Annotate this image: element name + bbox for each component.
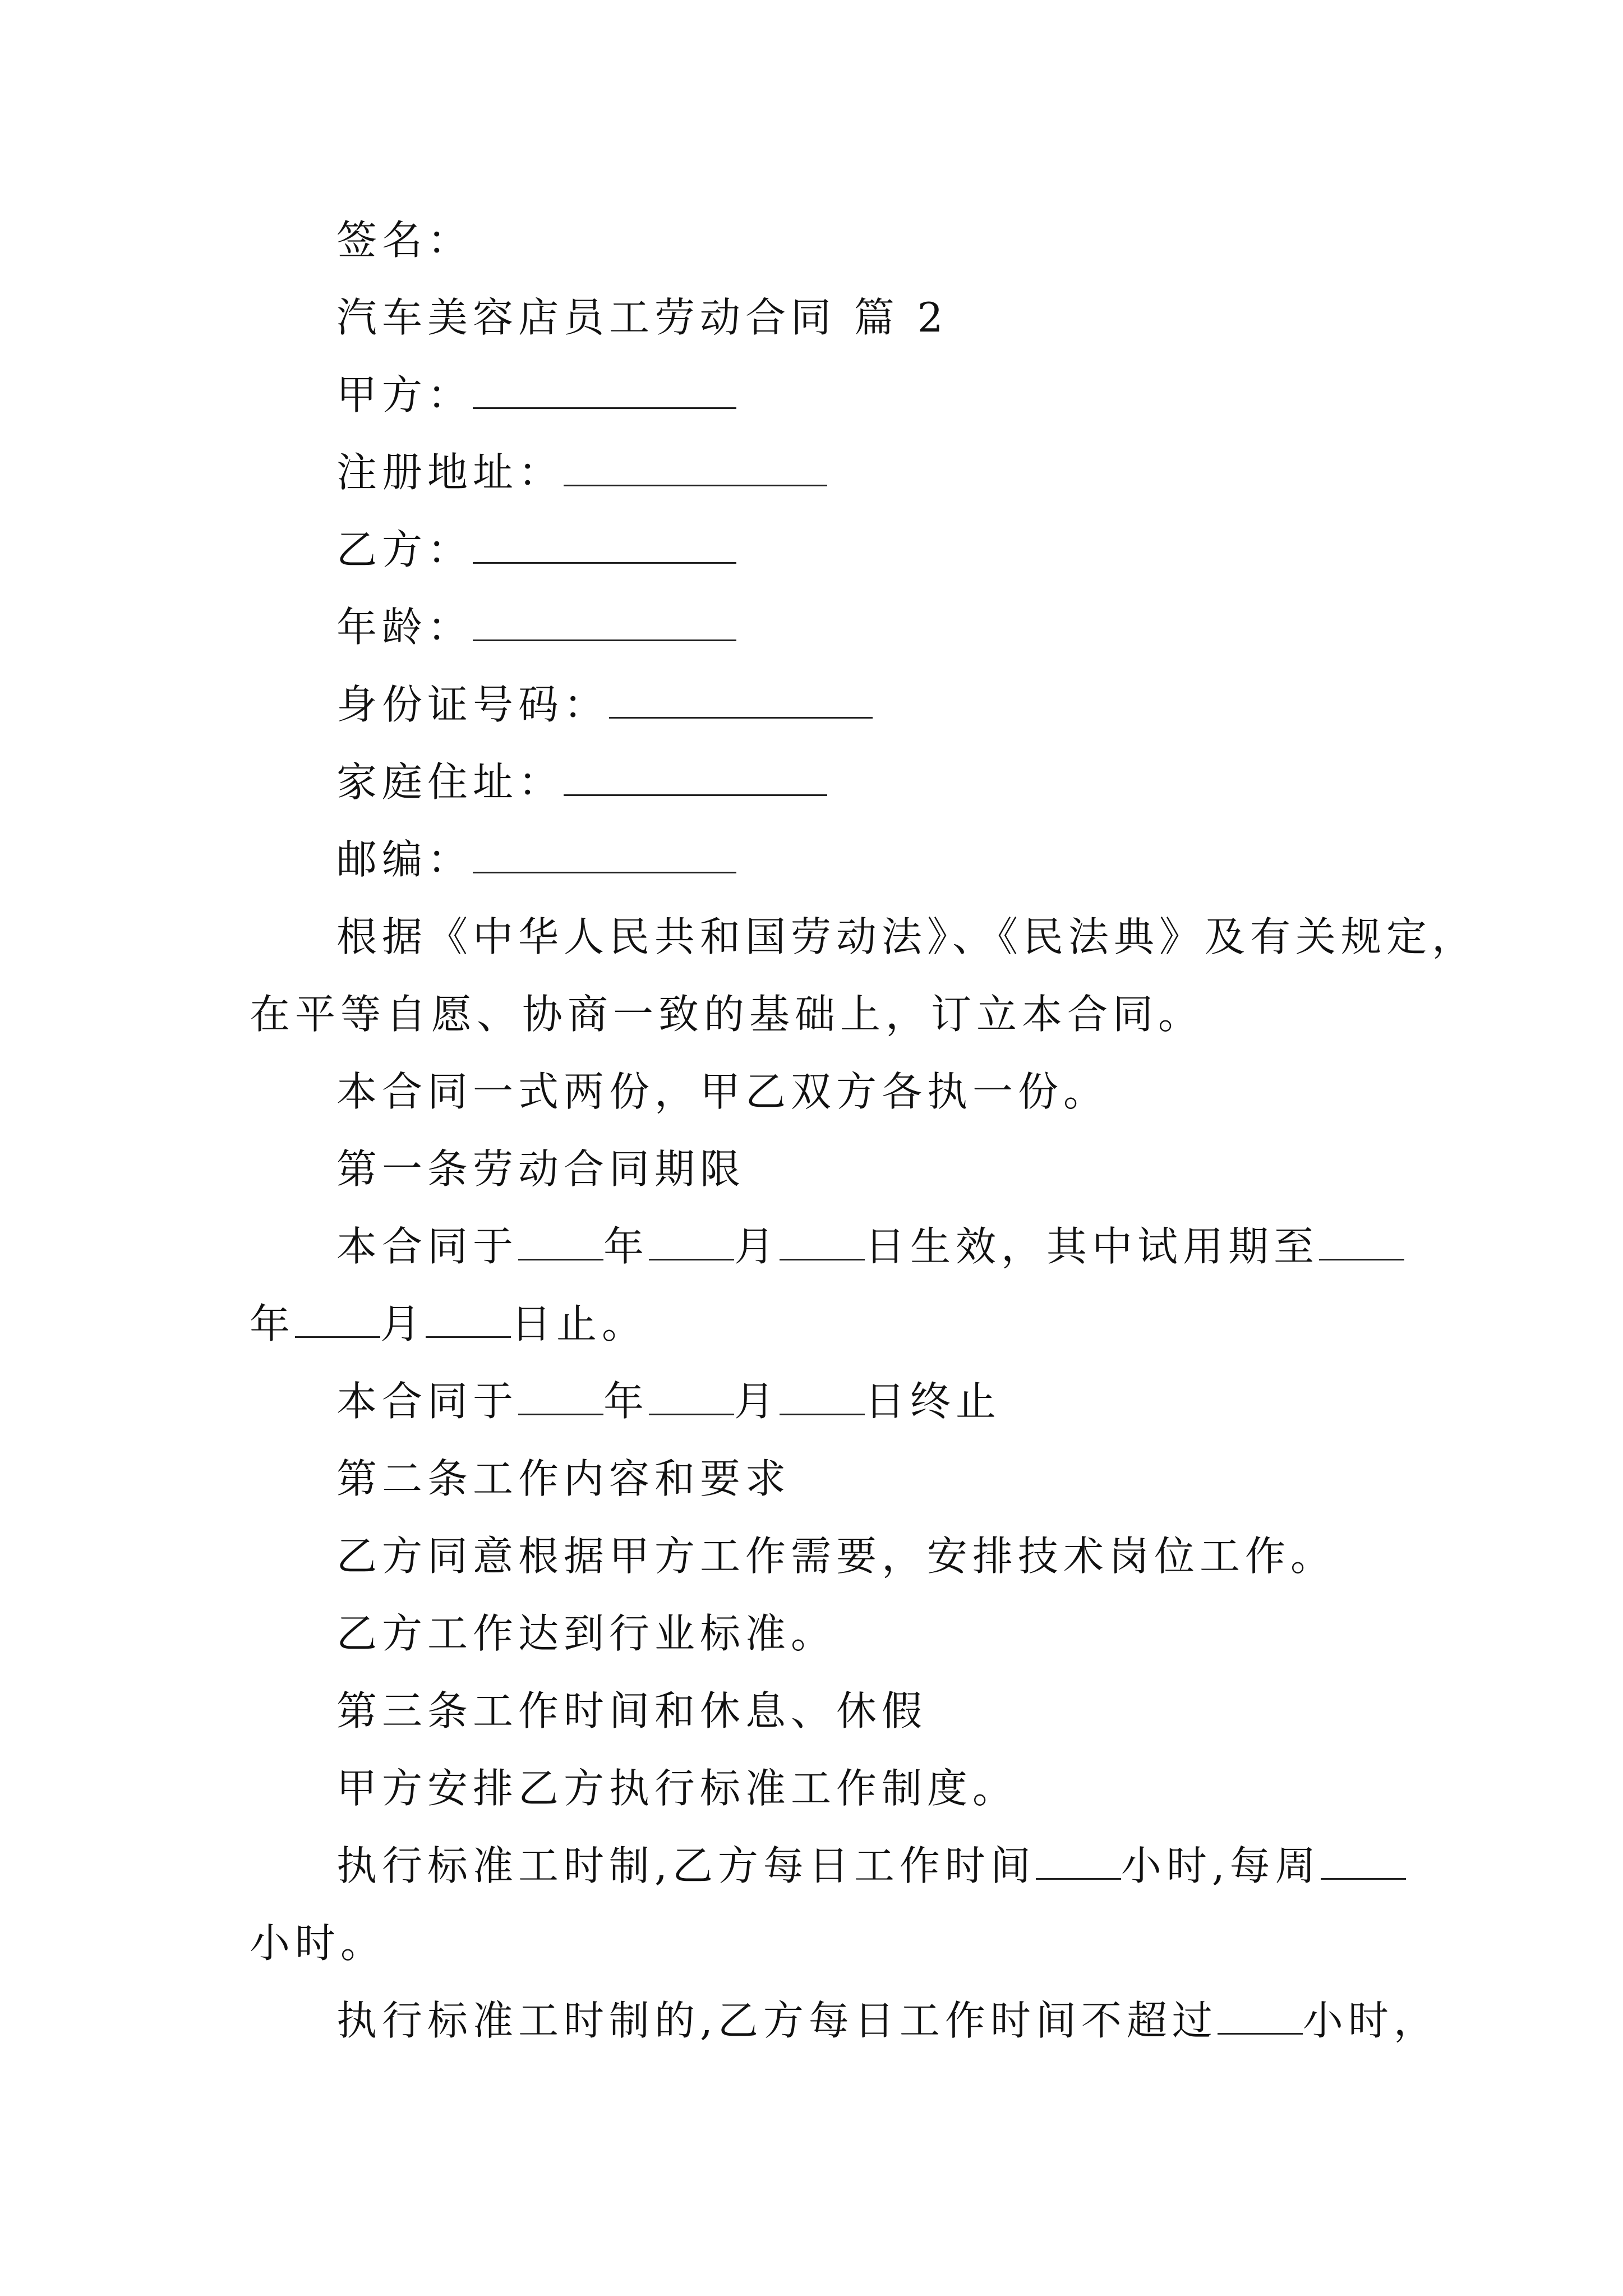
field-age <box>336 600 736 654</box>
blank-line <box>1319 1224 1404 1260</box>
article-2-paragraph-1: 乙方同意根据甲方工作需要，安排技术岗位工作。 <box>336 1533 1336 1580</box>
blank-line <box>426 1301 511 1338</box>
paragraph-copies: 本合同一式两份，甲乙双方各执一份。 <box>336 1068 1109 1115</box>
blank-line <box>518 1224 603 1260</box>
article-1-title: 第一条劳动合同期限 <box>336 1145 746 1193</box>
text: 小时， <box>1302 1997 1439 2044</box>
text: 本合同于 <box>336 1378 519 1425</box>
field-id-number <box>336 678 873 731</box>
text: 执行标准工时制,乙方每日工作时间 <box>336 1842 1036 1889</box>
blank-line <box>1218 1998 1303 2035</box>
field-label: 家庭住址： <box>336 758 564 806</box>
working-hours-line2: 小时。 <box>250 1920 386 1967</box>
text: 日止。 <box>511 1300 648 1347</box>
text: 日生效，其中试用期至 <box>865 1223 1320 1270</box>
working-hours-line1 <box>336 1839 1406 1893</box>
text: 月 <box>734 1223 780 1270</box>
effective-date-line1 <box>336 1220 1404 1273</box>
article-3-paragraph-1: 甲方安排乙方执行标准工作制度。 <box>336 1765 1018 1812</box>
max-hours-line <box>336 1994 1439 2047</box>
field-label: 年龄： <box>336 604 473 651</box>
article-2-title: 第二条工作内容和要求 <box>336 1455 791 1502</box>
blank-line <box>609 682 873 719</box>
text: 本合同于 <box>336 1223 519 1270</box>
blank-line <box>564 450 827 486</box>
blank-line <box>1036 1843 1121 1880</box>
blank-line <box>473 527 736 564</box>
blank-line <box>780 1224 865 1260</box>
field-label: 甲方： <box>336 371 473 418</box>
blank-line <box>295 1301 380 1338</box>
field-postcode <box>336 832 736 886</box>
contract-title: 汽车美容店员工劳动合同 篇 2 <box>336 294 948 341</box>
field-label: 邮编： <box>336 836 473 883</box>
field-label: 乙方： <box>336 526 473 573</box>
paragraph-basis-line2: 在平等自愿、协商一致的基础上，订立本合同。 <box>250 991 1204 1038</box>
termination-date <box>336 1374 1001 1428</box>
article-3-title: 第三条工作时间和休息、休假 <box>336 1687 928 1734</box>
paragraph-basis-line1: 根据《中华人民共和国劳动法》、《民法典》及有关规定， <box>336 913 1478 960</box>
field-home-address <box>336 755 827 809</box>
text: 年 <box>603 1378 649 1425</box>
text: 执行标准工时制的,乙方每日工作时间不超过 <box>336 1997 1218 2044</box>
field-party-b <box>336 523 736 577</box>
text: 年 <box>250 1300 296 1347</box>
blank-line <box>473 372 736 409</box>
field-label: 注册地址： <box>336 449 564 496</box>
text: 月 <box>734 1378 780 1425</box>
blank-line <box>518 1379 603 1415</box>
blank-line <box>473 605 736 641</box>
field-party-a <box>336 368 736 422</box>
effective-date-line2 <box>250 1297 647 1351</box>
field-label: 身份证号码： <box>336 681 610 728</box>
text: 月 <box>380 1300 426 1347</box>
blank-line <box>473 837 736 873</box>
signature-label: 签名： <box>336 217 473 264</box>
blank-line <box>780 1379 865 1415</box>
text: 小时,每周 <box>1121 1842 1321 1889</box>
blank-line <box>649 1224 734 1260</box>
blank-line <box>564 760 827 796</box>
text: 年 <box>603 1223 649 1270</box>
article-2-paragraph-2: 乙方工作达到行业标准。 <box>336 1610 837 1657</box>
blank-line <box>649 1379 734 1415</box>
text: 日终止 <box>865 1378 1002 1425</box>
field-registered-address <box>336 445 827 499</box>
blank-line <box>1321 1843 1406 1880</box>
